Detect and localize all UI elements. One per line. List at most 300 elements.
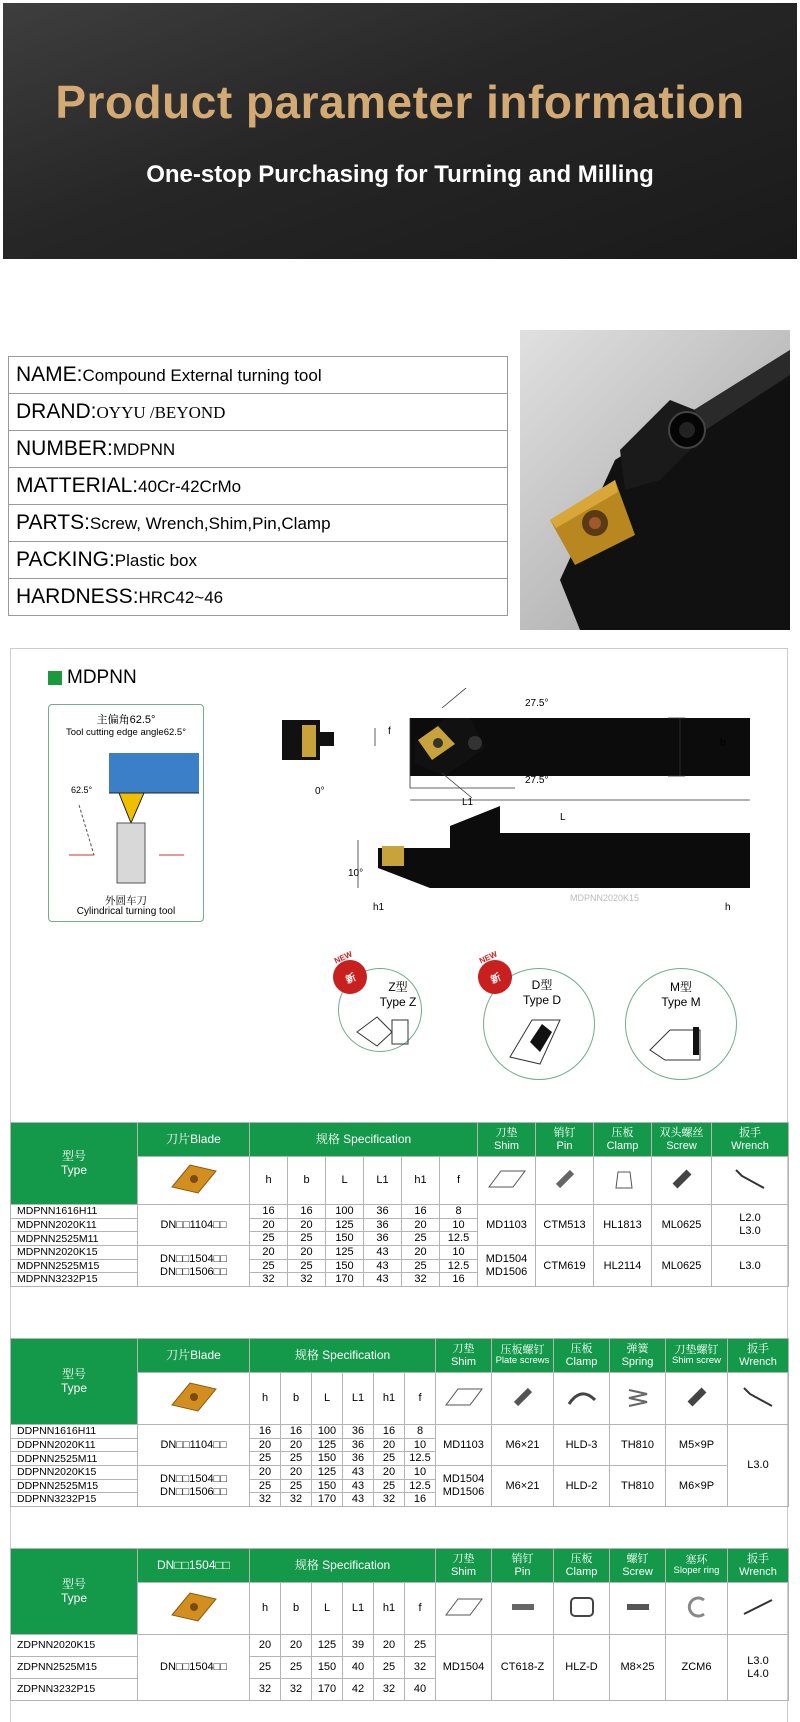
- table-cell: 25: [250, 1259, 288, 1273]
- table-cell: 36: [364, 1218, 402, 1232]
- dim-0: 0°: [315, 786, 325, 797]
- table-cell: 16: [281, 1425, 312, 1439]
- table-cell: 150: [326, 1259, 364, 1273]
- type-m-icon: [645, 1015, 717, 1065]
- cell-text: MD1506: [442, 1485, 485, 1498]
- green-square-icon: [48, 671, 62, 685]
- dim-h: h: [725, 902, 731, 913]
- table-cell: 36: [364, 1232, 402, 1246]
- info-value: HRC42~46: [138, 588, 224, 607]
- table-cell: f: [405, 1583, 436, 1635]
- cell-text: D型: [531, 978, 553, 992]
- cell-text: 刀垫: [452, 1342, 475, 1355]
- table-cell: CTM513: [536, 1205, 594, 1246]
- info-key: MATTERIAL:: [16, 474, 139, 497]
- table-cell: 125: [326, 1218, 364, 1232]
- table-cell: [492, 1549, 554, 1583]
- info-key: NUMBER:: [16, 437, 113, 460]
- dim-h1: h1: [373, 902, 385, 913]
- info-value: 40Cr-42CrMo: [138, 477, 242, 496]
- cell-text: DN□□1504□□: [160, 1473, 227, 1486]
- dim-27-top: 27.5°: [525, 698, 549, 709]
- info-key: PACKING:: [16, 548, 115, 571]
- cyl-en: Cylindrical turning tool: [76, 906, 176, 917]
- info-value: Screw, Wrench,Shim,Pin,Clamp: [89, 514, 331, 533]
- table-cell: TH810: [610, 1465, 666, 1506]
- table-cell: h1: [374, 1583, 405, 1635]
- cell-text: Sloper ring: [673, 1565, 720, 1577]
- table-cell: 刀片Blade: [138, 1339, 250, 1373]
- table-cell: [436, 1549, 492, 1583]
- clamp-icon: [608, 1164, 638, 1194]
- blade-image-cell: [138, 1157, 250, 1205]
- product-photo: [520, 330, 790, 630]
- table-cell: 36: [343, 1438, 374, 1452]
- tool-dimension-drawing: [270, 688, 750, 948]
- cell-text: Screw: [622, 1565, 653, 1578]
- table-cell: [728, 1635, 789, 1701]
- table-cell: h1: [402, 1157, 440, 1205]
- table-cell: 16: [250, 1205, 288, 1219]
- cell-text: M型: [670, 980, 692, 994]
- table-cell: [712, 1205, 789, 1246]
- table-cell: L3.0: [712, 1245, 789, 1286]
- section-title: [48, 667, 137, 689]
- table-cell: 32: [374, 1493, 405, 1507]
- table-cell: 150: [312, 1452, 343, 1466]
- cell-text: 扳手: [747, 1342, 769, 1355]
- table-cell: 36: [343, 1425, 374, 1439]
- table-cell: [712, 1123, 789, 1157]
- table-cell: 150: [312, 1479, 343, 1493]
- spring-icon: [623, 1382, 653, 1412]
- type-z-icon: [352, 1012, 412, 1048]
- cell-text: Wrench: [739, 1355, 777, 1368]
- info-value: MDPNN: [112, 440, 176, 459]
- new-badge-text: NEW: [477, 949, 499, 966]
- table-cell: MDPNN2525M15: [11, 1259, 138, 1273]
- table-cell: [536, 1157, 594, 1205]
- table-cell: 32: [405, 1657, 436, 1679]
- table-cell: 规格 Specification: [250, 1123, 478, 1157]
- cell-text: 压板螺钉: [500, 1343, 545, 1356]
- table-cell: [492, 1373, 554, 1425]
- screw-icon: [667, 1164, 697, 1194]
- table-cell: MDPNN1616H11: [11, 1205, 138, 1219]
- table-cell: ML0625: [652, 1245, 712, 1286]
- table-cell: 20: [402, 1218, 440, 1232]
- table-cell: [138, 1373, 250, 1425]
- table-cell: HL1813: [594, 1205, 652, 1246]
- table-cell: [138, 1465, 250, 1506]
- table-cell: h: [250, 1373, 281, 1425]
- pin-icon: [550, 1164, 580, 1194]
- table-cell: 150: [326, 1232, 364, 1246]
- table-cell: [11, 1339, 138, 1425]
- cell-text: Wrench: [731, 1139, 769, 1152]
- table-cell: ZDPNN2020K15: [11, 1635, 138, 1657]
- info-value: OYYU /BEYOND: [96, 403, 226, 422]
- table-cell: MDPNN2020K11: [11, 1218, 138, 1232]
- cell-text: 扳手: [747, 1552, 769, 1565]
- screw-icon: [621, 1592, 655, 1622]
- table-cell: [666, 1373, 728, 1425]
- table-cell: 20: [250, 1635, 281, 1657]
- table-cell: [610, 1339, 666, 1373]
- table-cell: [11, 1549, 138, 1635]
- info-row: [9, 579, 508, 616]
- new-badge-icon: 新: [327, 954, 372, 999]
- product-info-table: [8, 356, 508, 616]
- table-cell: DN□□1504□□: [138, 1549, 250, 1583]
- cell-text: Pin: [514, 1565, 531, 1578]
- type-d-label: [512, 978, 572, 1008]
- table-cell: M8×25: [610, 1635, 666, 1701]
- table-cell: 20: [288, 1245, 326, 1259]
- table-cell: [652, 1123, 712, 1157]
- table-cell: [666, 1549, 728, 1583]
- cell-text: DN□□1506□□: [160, 1485, 227, 1498]
- table-cell: 36: [343, 1452, 374, 1466]
- table-cell: 16: [440, 1273, 478, 1287]
- table-cell: M6×21: [492, 1465, 554, 1506]
- info-row: [9, 394, 508, 431]
- angle-en: Tool cutting edge angle62.5°: [65, 727, 186, 738]
- table-cell: L1: [343, 1583, 374, 1635]
- table-cell: 25: [281, 1452, 312, 1466]
- table-cell: MD1103: [436, 1425, 492, 1466]
- cell-text: 压板: [570, 1342, 593, 1355]
- dim-27-bottom: 27.5°: [525, 775, 549, 786]
- table-cell: DDPNN2525M15: [11, 1479, 138, 1493]
- table-cell: 12.5: [405, 1452, 436, 1466]
- cell-text: Shim: [493, 1139, 520, 1152]
- table-cell: MD1504: [436, 1635, 492, 1701]
- type-d-icon: [502, 1012, 574, 1070]
- new-badge-text: NEW: [332, 949, 354, 966]
- table-cell: [436, 1373, 492, 1425]
- table-cell: 20: [402, 1245, 440, 1259]
- blade-insert-icon: [166, 1587, 222, 1627]
- table-cell: 25: [374, 1452, 405, 1466]
- table-cell: 32: [250, 1679, 281, 1701]
- cell-text: 销钉: [553, 1126, 576, 1139]
- table-cell: f: [405, 1373, 436, 1425]
- table-cell: HLD-3: [554, 1425, 610, 1466]
- table-cell: 170: [312, 1493, 343, 1507]
- table-cell: CTM619: [536, 1245, 594, 1286]
- table-cell: 25: [281, 1479, 312, 1493]
- cell-text: 弹簧: [626, 1342, 649, 1355]
- cell-text: DN□□1504□□: [160, 1253, 227, 1266]
- table-cell: 规格 Specification: [250, 1339, 436, 1373]
- table-cell: 25: [405, 1635, 436, 1657]
- info-key: NAME:: [16, 363, 83, 386]
- dim-b: b: [720, 738, 726, 749]
- cell-text: 压板: [570, 1552, 593, 1565]
- table-cell: [478, 1157, 536, 1205]
- sloper-ring-icon: [682, 1592, 712, 1622]
- table-cell: 20: [281, 1465, 312, 1479]
- table-cell: 125: [312, 1438, 343, 1452]
- table-cell: 规格 Specification: [250, 1549, 436, 1583]
- table-cell: 40: [405, 1679, 436, 1701]
- table-cell: M6×21: [492, 1425, 554, 1466]
- table-cell: DN□□1504□□: [138, 1635, 250, 1701]
- cell-text: 刀垫: [452, 1552, 475, 1565]
- table-cell: [436, 1465, 492, 1506]
- type-z-label: [368, 980, 428, 1010]
- cell-text: Screw: [666, 1139, 697, 1152]
- pin-icon: [506, 1592, 540, 1622]
- table-cell: [536, 1123, 594, 1157]
- table-cell: MDPNN2020K15: [11, 1245, 138, 1259]
- angle-cn: 主偏角62.5°: [96, 714, 156, 726]
- tool-engraving: MDPNN2020K15: [570, 893, 640, 903]
- table-cell: 43: [364, 1259, 402, 1273]
- table-cell: [554, 1339, 610, 1373]
- banner-subtitle: One-stop Purchasing for Turning and Milling: [146, 161, 654, 188]
- table-cell: ML0625: [652, 1205, 712, 1246]
- cell-text: 型号: [61, 1576, 86, 1591]
- table-cell: [554, 1549, 610, 1583]
- table-cell: 10: [440, 1245, 478, 1259]
- wrench-icon: [738, 1592, 778, 1622]
- type-m-label: [651, 980, 711, 1010]
- cell-text: 刀垫: [495, 1126, 518, 1139]
- info-row: [9, 542, 508, 579]
- info-key: PARTS:: [16, 511, 90, 534]
- mdpnn-spec-table: [10, 1122, 789, 1287]
- cell-text: L4.0: [747, 1667, 769, 1680]
- table-cell: 20: [250, 1218, 288, 1232]
- table-cell: 43: [343, 1493, 374, 1507]
- table-cell: 16: [402, 1205, 440, 1219]
- table-cell: 25: [288, 1232, 326, 1246]
- wrench-icon: [730, 1164, 770, 1194]
- table-cell: 20: [374, 1465, 405, 1479]
- table-cell: [554, 1373, 610, 1425]
- new-badge-icon: 新: [472, 954, 517, 999]
- cell-text: 型号: [61, 1366, 86, 1381]
- ddpnn-spec-table: [10, 1338, 789, 1507]
- cell-text: 双头螺丝: [659, 1126, 704, 1139]
- table-cell: [436, 1339, 492, 1373]
- cell-text: Type: [60, 1380, 87, 1395]
- cell-text: Type: [60, 1162, 87, 1177]
- table-cell: DN□□1104□□: [138, 1425, 250, 1466]
- table-cell: b: [288, 1157, 326, 1205]
- table-cell: [610, 1549, 666, 1583]
- table-cell: 43: [364, 1273, 402, 1287]
- table-cell: 20: [281, 1635, 312, 1657]
- info-value: Compound External turning tool: [82, 366, 322, 385]
- table-cell: h1: [374, 1373, 405, 1425]
- table-cell: [478, 1123, 536, 1157]
- table-cell: 16: [250, 1425, 281, 1439]
- table-cell: 43: [343, 1465, 374, 1479]
- table-cell: DDPNN3232P15: [11, 1493, 138, 1507]
- table-cell: 170: [312, 1679, 343, 1701]
- wrench-icon: [738, 1382, 778, 1412]
- cell-text: 扳手: [739, 1126, 761, 1139]
- plate-screw-icon: [508, 1382, 538, 1412]
- table-cell: [554, 1583, 610, 1635]
- table-cell: 100: [312, 1425, 343, 1439]
- table-cell: 25: [374, 1657, 405, 1679]
- table-cell: CT618-Z: [492, 1635, 554, 1701]
- table-cell: L1: [343, 1373, 374, 1425]
- table-cell: 20: [374, 1438, 405, 1452]
- table-cell: MDPNN2525M11: [11, 1232, 138, 1246]
- table-cell: [492, 1339, 554, 1373]
- table-cell: b: [281, 1583, 312, 1635]
- table-cell: 16: [288, 1205, 326, 1219]
- table-cell: MD1103: [478, 1205, 536, 1246]
- shim-screw-icon: [682, 1382, 712, 1412]
- table-cell: [436, 1583, 492, 1635]
- table-cell: 20: [281, 1438, 312, 1452]
- cell-text: Clamp: [565, 1565, 598, 1578]
- table-cell: [492, 1583, 554, 1635]
- table-cell: 10: [405, 1438, 436, 1452]
- table-cell: M6×9P: [666, 1465, 728, 1506]
- dim-L1: L1: [462, 797, 474, 808]
- cell-text: Pin: [556, 1139, 573, 1152]
- table-cell: f: [440, 1157, 478, 1205]
- table-cell: 43: [343, 1479, 374, 1493]
- cell-text: 销钉: [511, 1552, 534, 1565]
- cell-text: L3.0: [747, 1654, 769, 1667]
- table-cell: 100: [326, 1205, 364, 1219]
- table-cell: 刀片Blade: [138, 1123, 250, 1157]
- cell-text: L3.0: [739, 1224, 761, 1237]
- cell-text: Type: [60, 1590, 87, 1605]
- table-cell: [11, 1123, 138, 1205]
- table-cell: DN□□1104□□: [138, 1205, 250, 1246]
- table-cell: 25: [250, 1479, 281, 1493]
- header-banner: [3, 3, 797, 259]
- table-cell: 25: [402, 1232, 440, 1246]
- angle-mark: 62.5°: [71, 785, 93, 795]
- table-cell: 32: [402, 1273, 440, 1287]
- table-cell: 25: [402, 1259, 440, 1273]
- cell-text: Shim: [450, 1565, 477, 1578]
- zdpnn-spec-table: [10, 1548, 789, 1701]
- table-cell: 25: [250, 1452, 281, 1466]
- table-cell: DDPNN1616H11: [11, 1425, 138, 1439]
- cell-text: MD1504: [442, 1473, 485, 1486]
- table-cell: 12.5: [440, 1259, 478, 1273]
- table-cell: L: [326, 1157, 364, 1205]
- table-cell: 39: [343, 1635, 374, 1657]
- cyl-cn: 外圆车刀: [105, 895, 147, 907]
- table-cell: 32: [281, 1493, 312, 1507]
- table-cell: [610, 1583, 666, 1635]
- table-cell: 8: [440, 1205, 478, 1219]
- blade-insert-icon: [166, 1377, 222, 1417]
- cell-text: Type Z: [379, 995, 417, 1009]
- table-cell: 32: [250, 1273, 288, 1287]
- table-cell: 43: [364, 1245, 402, 1259]
- table-cell: 32: [374, 1679, 405, 1701]
- table-cell: [652, 1157, 712, 1205]
- table-cell: DDPNN2020K11: [11, 1438, 138, 1452]
- blade-insert-icon: [166, 1159, 222, 1199]
- table-cell: HLD-2: [554, 1465, 610, 1506]
- table-cell: [712, 1157, 789, 1205]
- table-cell: h: [250, 1157, 288, 1205]
- cell-text: Shim screw: [671, 1355, 722, 1367]
- cell-text: Z型: [388, 980, 408, 994]
- table-cell: 42: [343, 1679, 374, 1701]
- info-row: [9, 505, 508, 542]
- table-cell: [666, 1339, 728, 1373]
- table-cell: ZDPNN2525M15: [11, 1657, 138, 1679]
- table-cell: 32: [281, 1679, 312, 1701]
- table-cell: h: [250, 1583, 281, 1635]
- table-cell: HLZ-D: [554, 1635, 610, 1701]
- info-value: Plastic box: [114, 551, 197, 570]
- cell-text: Plate screws: [495, 1355, 550, 1367]
- info-row: [9, 431, 508, 468]
- table-cell: 25: [374, 1479, 405, 1493]
- shim-icon: [442, 1595, 486, 1619]
- table-cell: ZDPNN3232P15: [11, 1679, 138, 1701]
- table-cell: 150: [312, 1657, 343, 1679]
- cutting-angle-card: [48, 704, 204, 922]
- dim-L: L: [560, 812, 566, 823]
- dim-10: 10°: [348, 868, 364, 879]
- table-cell: L1: [364, 1157, 402, 1205]
- cell-text: 型号: [61, 1148, 86, 1163]
- table-cell: [138, 1245, 250, 1286]
- table-cell: 12.5: [405, 1479, 436, 1493]
- cell-text: 压板: [611, 1126, 634, 1139]
- table-cell: b: [281, 1373, 312, 1425]
- table-cell: L: [312, 1583, 343, 1635]
- cell-text: Wrench: [739, 1565, 777, 1578]
- table-cell: 25: [250, 1657, 281, 1679]
- table-cell: 25: [288, 1259, 326, 1273]
- cell-text: MD1506: [485, 1265, 528, 1278]
- table-cell: 10: [440, 1218, 478, 1232]
- table-cell: DDPNN2525M11: [11, 1452, 138, 1466]
- cell-text: Clamp: [565, 1355, 598, 1368]
- table-cell: 20: [250, 1438, 281, 1452]
- info-row: [9, 357, 508, 394]
- cell-text: MD1504: [485, 1253, 528, 1266]
- clamp-icon: [565, 1592, 599, 1622]
- table-cell: 32: [250, 1493, 281, 1507]
- table-cell: 25: [250, 1232, 288, 1246]
- table-cell: [138, 1583, 250, 1635]
- cell-text: Shim: [450, 1355, 477, 1368]
- cell-text: 螺钉: [626, 1552, 649, 1565]
- table-cell: 16: [374, 1425, 405, 1439]
- table-cell: [728, 1583, 789, 1635]
- cell-text: 刀垫螺钉: [674, 1343, 719, 1356]
- table-cell: 8: [405, 1425, 436, 1439]
- table-cell: 36: [364, 1205, 402, 1219]
- table-cell: 10: [405, 1465, 436, 1479]
- table-cell: 125: [312, 1465, 343, 1479]
- shim-icon: [485, 1167, 529, 1191]
- info-row: [9, 468, 508, 505]
- table-cell: L3.0: [728, 1425, 789, 1507]
- cell-text: DN□□1506□□: [160, 1265, 227, 1278]
- cell-text: Spring: [621, 1355, 654, 1368]
